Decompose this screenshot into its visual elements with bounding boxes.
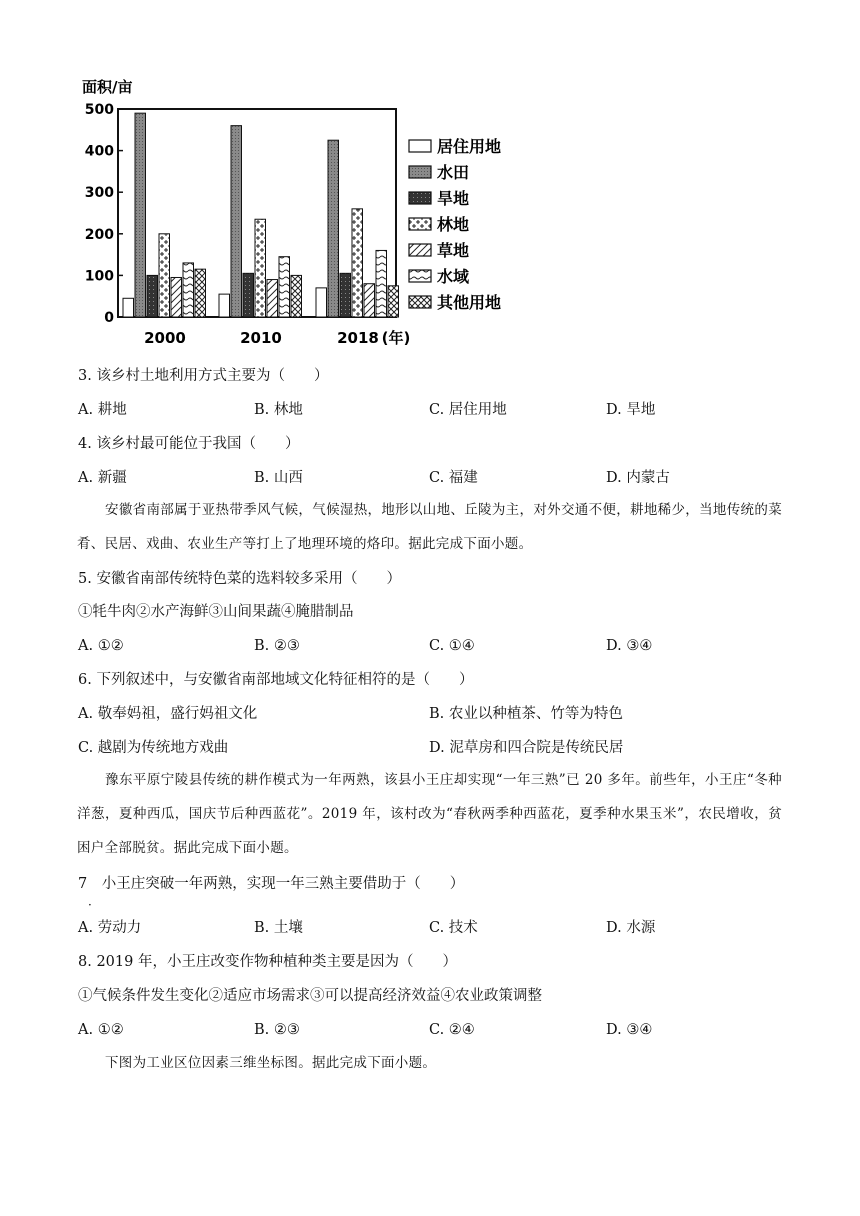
q6-stem: 6. 下列叙述中，与安徽省南部地域文化特征相符的是（ ）: [78, 672, 474, 688]
legend-swatch: [409, 140, 431, 152]
passage-industry: 下图为工业区位因素三维坐标图。据此完成下面小题。: [105, 1055, 437, 1071]
q7-option-b: B. 土壤: [254, 920, 303, 936]
legend-label: 水田: [437, 163, 470, 182]
q7-stem: 7 小王庄突破一年两熟，实现一年三熟主要借助于（ ）: [78, 876, 465, 892]
q8-items: ①气候条件发生变化②适应市场需求③可以提高经济效益④农业政策调整: [78, 988, 542, 1004]
bar-旱地: [147, 275, 158, 317]
q4-option-d: D. 内蒙古: [606, 470, 670, 486]
q7-option-d: D. 水源: [606, 920, 656, 936]
passage-anhui: 安徽省南部属于亚热带季风气候，气候湿热，地形以山地、丘陵为主，对外交通不便，耕地稀少，当地传统的菜肴、民居、戏曲、农业生产等打上了地理环境的烙印。据此完成下面小题。: [77, 502, 782, 552]
q3-option-a: A. 耕地: [78, 402, 127, 418]
legend-label: 草地: [437, 241, 470, 260]
q5-items: ①牦牛肉②水产海鲜③山间果蔬④腌腊制品: [78, 604, 354, 620]
bar-居住用地: [219, 294, 230, 317]
y-tick-label: 500: [84, 102, 114, 118]
y-axis-label: 面积/亩: [82, 78, 133, 96]
legend-label: 居住用地: [437, 137, 502, 156]
bar-水田: [231, 126, 242, 317]
bar-林地: [352, 209, 363, 317]
bar-旱地: [243, 273, 254, 317]
legend-swatch: [409, 218, 431, 230]
y-tick-label: 100: [84, 268, 114, 285]
q5-stem: 5. 安徽省南部传统特色菜的选料较多采用（ ）: [78, 571, 401, 587]
bar-草地: [364, 284, 375, 317]
q5-option-d: D. ③④: [606, 638, 653, 654]
q7-option-a: A. 劳动力: [78, 920, 142, 936]
bar-其他用地: [388, 286, 399, 317]
legend-label: 其他用地: [437, 293, 502, 312]
y-tick-label: 300: [84, 185, 114, 202]
legend-label: 林地: [437, 215, 470, 234]
y-tick-label: 200: [84, 226, 114, 243]
q3-option-c: C. 居住用地: [429, 402, 507, 418]
land-use-bar-chart: [76, 72, 516, 362]
q8-stem: 8. 2019 年，小王庄改变作物种植种类主要是因为（ ）: [78, 954, 457, 970]
x-tick-label: 2018: [337, 329, 379, 347]
legend-label: 水域: [437, 267, 470, 286]
q5-option-c: C. ①④: [429, 638, 475, 654]
x-axis-unit: (年): [381, 329, 411, 347]
bar-水田: [328, 140, 339, 317]
bar-水域: [279, 257, 290, 317]
q5-option-a: A. ①②: [78, 638, 124, 654]
legend-label: 旱地: [437, 189, 470, 208]
bar-水田: [135, 113, 146, 317]
bar-草地: [267, 280, 278, 317]
q6-option-a: A. 敬奉妈祖，盛行妈祖文化: [78, 706, 258, 722]
q6-option-c: C. 越剧为传统地方戏曲: [78, 740, 229, 756]
q4-option-b: B. 山西: [254, 470, 303, 486]
bar-旱地: [340, 273, 351, 317]
bar-其他用地: [195, 269, 206, 317]
y-tick-label: 0: [104, 310, 114, 326]
q3-option-d: D. 旱地: [606, 402, 656, 418]
q8-option-d: D. ③④: [606, 1022, 653, 1038]
legend-swatch: [409, 244, 431, 256]
q3-stem: 3. 该乡村土地利用方式主要为（ ）: [78, 368, 329, 384]
q7-dot: ·: [88, 898, 92, 912]
x-tick-label: 2010: [240, 329, 282, 347]
q4-option-a: A. 新疆: [78, 470, 127, 486]
legend-swatch: [409, 166, 431, 178]
q6-option-d: D. 泥草房和四合院是传统民居: [429, 740, 624, 756]
bar-水域: [183, 263, 194, 317]
legend-swatch: [409, 192, 431, 204]
bar-草地: [171, 277, 182, 317]
chart-plot-area: [82, 78, 501, 347]
x-tick-label: 2000: [144, 329, 186, 347]
legend-swatch: [409, 270, 431, 282]
q8-option-b: B. ②③: [254, 1022, 300, 1038]
bar-林地: [159, 234, 170, 317]
bar-其他用地: [291, 275, 302, 317]
q6-option-b: B. 农业以种植茶、竹等为特色: [429, 706, 623, 722]
q4-option-c: C. 福建: [429, 470, 478, 486]
q8-option-c: C. ②④: [429, 1022, 475, 1038]
q5-option-b: B. ②③: [254, 638, 300, 654]
bar-林地: [255, 219, 266, 317]
bar-居住用地: [316, 288, 327, 317]
passage-xiaowangzhuang: 豫东平原宁陵县传统的耕作模式为一年两熟，该县小王庄却实现“一年三熟”已 20 多年。前些年，小王庄“冬种洋葱，夏种西瓜，国庆节后种西蓝花”。2019 年，该村改为“春秋两季种西蓝花，夏季种水果玉米”，农民增收，贫困户全部脱贫。据此完成下面小题。: [77, 772, 782, 856]
legend-swatch: [409, 296, 431, 308]
bar-水域: [376, 250, 387, 317]
q4-stem: 4. 该乡村最可能位于我国（ ）: [78, 436, 300, 452]
q8-option-a: A. ①②: [78, 1022, 124, 1038]
q7-option-c: C. 技术: [429, 920, 478, 936]
y-tick-label: 400: [84, 143, 114, 160]
q3-option-b: B. 林地: [254, 402, 303, 418]
bar-居住用地: [123, 298, 134, 317]
